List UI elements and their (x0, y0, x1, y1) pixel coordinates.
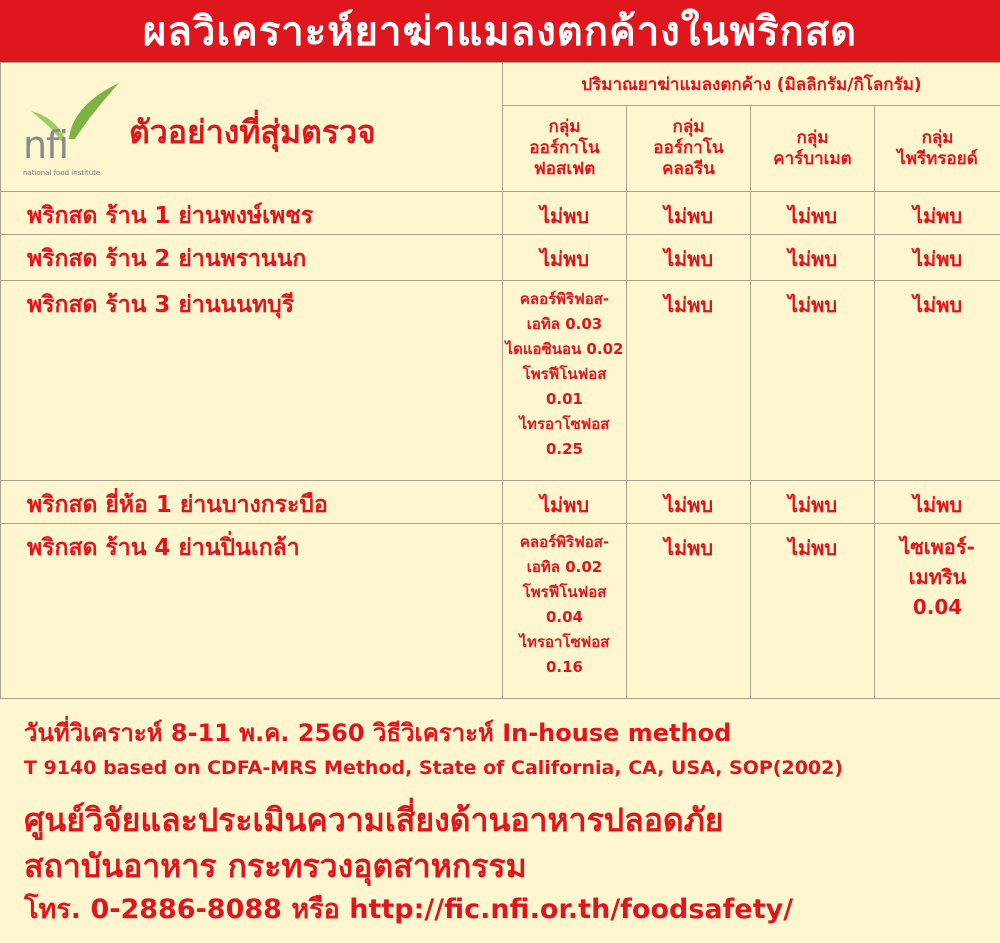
result-value: ไม่พบ (875, 281, 1000, 481)
result-value: ไม่พบ (875, 192, 1000, 235)
nfi-logo: nfi national food institute (19, 77, 129, 177)
center-name: ศูนย์วิจัยและประเมินความเสี่ยงด้านอาหารปลอดภัย (24, 801, 724, 839)
group-header-organochlorine: กลุ่ม ออร์กาโน คลอรีน (627, 106, 751, 192)
result-value: ไม่พบ (875, 235, 1000, 281)
table-row (1, 192, 1000, 235)
sample-header: ตัวอย่างที่สุ่มตรวจ (129, 113, 376, 151)
sample-name: พริกสด ยี่ห้อ 1 ย่านบางกระบือ (1, 481, 503, 524)
sample-name: พริกสด ร้าน 4 ย่านปิ่นเกล้า (1, 524, 503, 699)
sample-name: พริกสด ร้าน 3 ย่านนนทบุรี (1, 281, 503, 481)
result-value: คลอร์พิริฟอส- เอทิล 0.03 ไดแอซินอน 0.02 โพรฟีโนฟอส 0.01 ไทรอาโซฟอส 0.25 (503, 281, 627, 481)
result-value: ไม่พบ (751, 481, 875, 524)
result-value: ไม่พบ (875, 481, 1000, 524)
table-row (1, 524, 1000, 699)
result-value: ไม่พบ (627, 281, 751, 481)
result-value: ไม่พบ (751, 281, 875, 481)
result-value: ไม่พบ (503, 192, 627, 235)
group-header-organophosphate: กลุ่ม ออร์กาโน ฟอสเฟต (503, 106, 627, 192)
result-value: ไม่พบ (627, 192, 751, 235)
analysis-date-method: วันที่วิเคราะห์ 8-11 พ.ค. 2560 วิธีวิเคราะห์ In-house method (24, 719, 732, 747)
sample-name: พริกสด ร้าน 1 ย่านพงษ์เพชร (1, 192, 503, 235)
results-table (0, 62, 1000, 699)
contact-info: โทร. 0-2886-8088 หรือ http://fic.nfi.or.th/foodsafety/ (24, 894, 794, 925)
footer-info (24, 713, 984, 927)
result-value: คลอร์พิริฟอส- เอทิล 0.02 โพรฟีโนฟอส 0.04 ไทรอาโซฟอส 0.16 (503, 524, 627, 699)
result-value: ไม่พบ (627, 524, 751, 699)
table-row (1, 235, 1000, 281)
sample-header-cell (1, 63, 503, 192)
table-row (1, 481, 1000, 524)
table-row (1, 281, 1000, 481)
group-header-pyrethroid: กลุ่ม ไพรีทรอยด์ (875, 106, 1000, 192)
institute-name: สถาบันอาหาร กระทรวงอุตสาหกรรม (24, 847, 527, 885)
result-value: ไม่พบ (503, 481, 627, 524)
amount-header: ปริมาณยาฆ่าแมลงตกค้าง (มิลลิกรัม/กิโลกรัม) (503, 63, 1000, 106)
result-value: ไม่พบ (751, 235, 875, 281)
result-value: ไม่พบ (503, 235, 627, 281)
page-title: ผลวิเคราะห์ยาฆ่าแมลงตกค้างในพริกสด (142, 9, 858, 55)
result-value: ไม่พบ (751, 192, 875, 235)
method-reference: T 9140 based on CDFA-MRS Method, State of California, CA, USA, SOP(2002) (24, 757, 844, 779)
result-value: ไม่พบ (627, 235, 751, 281)
result-value: ไม่พบ (751, 524, 875, 699)
result-value: ไซเพอร์- เมทริน 0.04 (875, 524, 1000, 699)
sample-name: พริกสด ร้าน 2 ย่านพรานนก (1, 235, 503, 281)
result-value: ไม่พบ (627, 481, 751, 524)
title-banner (0, 0, 1000, 62)
group-header-carbamate: กลุ่ม คาร์บาเมต (751, 106, 875, 192)
